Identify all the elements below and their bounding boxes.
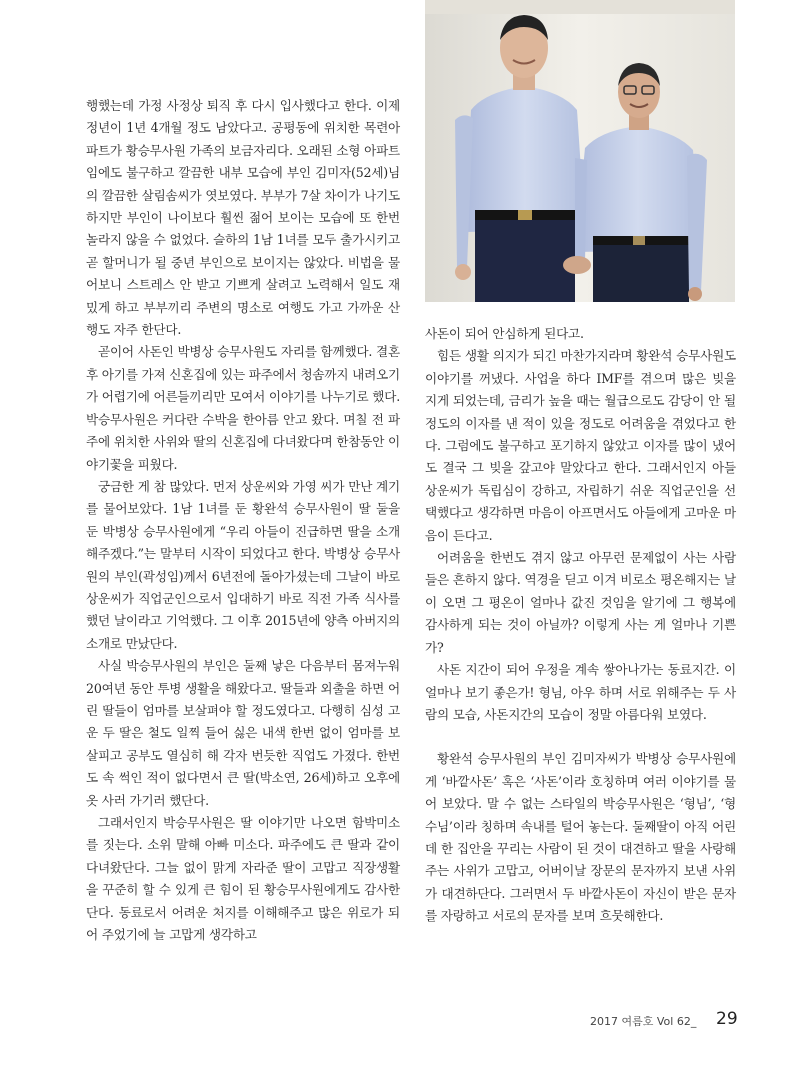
- page-number: 29: [716, 1009, 738, 1029]
- paragraph: 그래서인지 박승무사원은 딸 이야기만 나오면 함박미소를 짓는다. 소위 말해 아빠 미소다. 파주에도 큰 딸과 같이 다녀왔단다. 그늘 없이 맑게 자라준 딸이 고맙고 직장생활을 꾸준히 할 수 있게 큰 힘이 된 황승무사원에게도 감사한단다. 동료로서 어려운 처지를 이해해주고 많은 위로가 되어 주었기에 늘 고맙게 생각하고: [86, 815, 400, 943]
- two-men-photo-icon: [425, 0, 735, 302]
- paragraph: 궁금한 게 참 많았다. 먼저 상운씨와 가영 씨가 만난 계기를 물어보았다. 1남 1녀를 둔 황완석 승무사원이 딸 둘을 둔 박병상 승무사원에게 “우리 아들이 진급하면 딸을 소개해주겠다.”는 말부터 시작이 되었다고 한다. 박병상 승무사원의 부인(곽성임)께서 6년전에 돌아가셨는데 그날이 바로 상운씨가 직업군인으로서 입대하기 바로 직전 가족 식사를 했던 날이라고 기억했다. 그 이후 2015년에 양측 아버지의 소개로 만났단다.: [86, 478, 400, 651]
- paragraph: 사돈이 되어 안심하게 된다고.: [425, 326, 584, 341]
- paragraph: 힘든 생활 의지가 되긴 마찬가지라며 황완석 승무사원도 이야기를 꺼냈다. 사업을 하다 IMF를 겪으며 많은 빚을 지게 되었는데, 금리가 높을 때는 월급으로도 감당이 안 될 정도의 이자를 낸 적이 있을 정도로 어려움을 겪었다고 한다. 그럼에도 불구하고 포기하지 않았고 이자를 많이 냈어도 결국 그 빚을 갚고야 말았다고 한다. 그래서인지 아들 상운씨가 독립심이 강하고, 자립하기 쉬운 직업군인을 선택했다고 생각하면 마음이 아프면서도 아들에게 고마운 마음이 든다고.: [425, 348, 736, 543]
- paragraph: 황완석 승무사원의 부인 김미자씨가 박병상 승무사원에게 ‘바깥사돈’ 혹은 ‘사돈’이라 호칭하며 여러 이야기를 물어 보았다. 말 수 없는 스타일의 박승무사원은 ‘형님’, ‘형수님’이라 칭하며 속내를 털어 놓는다. 둘째딸이 아직 어린데 한 집안을 꾸리는 사람이 된 것이 대견하고 딸을 사랑해주는 사위가 고맙고, 어버이날 장문의 문자까지 보낸 사위가 대견하단다. 그러면서 두 바깥사돈이 자신이 받은 문자를 자랑하고 서로의 문자를 보며 흐뭇해한다.: [425, 751, 736, 924]
- paragraph: 어려움을 한번도 겪지 않고 아무런 문제없이 사는 사람들은 흔하지 않다. 역경을 딛고 이겨 비로소 평온해지는 날이 오면 그 평온이 얼마나 값진 것임을 알기에 그 행복에 감사하게 되는 것이 아닐까? 이렇게 사는 게 얼마나 기쁜가?: [425, 550, 736, 655]
- issue-label: 2017 여름호 Vol 62_: [590, 1015, 697, 1028]
- paragraph: 곧이어 사돈인 박병상 승무사원도 자리를 함께했다. 결혼 후 아기를 가져 신혼집에 있는 파주에서 청솜까지 내려오기가 어렵기에 어른들끼리만 모여서 이야기를 나누기로 했다. 박승무사원은 커다란 수박을 한아름 안고 왔다. 며칠 전 파주에 위치한 사위와 딸의 신혼집에 다녀왔다며 한참동안 이야기꽃을 피웠다.: [86, 344, 400, 472]
- portrait-photo: [425, 0, 735, 302]
- paragraph: 사돈 지간이 되어 우정을 계속 쌓아나가는 동료지간. 이 얼마나 보기 좋은가! 형님, 아우 하며 서로 위해주는 두 사람의 모습, 사돈지간의 모습이 정말 아름다워 보였다.: [425, 662, 736, 722]
- right-article-column: [425, 323, 736, 928]
- left-article-column: [86, 95, 400, 946]
- paragraph: 행했는데 가정 사정상 퇴직 후 다시 입사했다고 한다. 이제 정년이 1년 4개월 정도 남았다고. 공평동에 위치한 목련아파트가 황승무사원 가족의 보금자리다. 오래된 소형 아파트임에도 불구하고 깔끔한 내부 모습에 부인 김미자(52세)님의 깔끔한 살림솜씨가 엿보였다. 부부가 7살 차이가 나기도 하지만 부인이 나이보다 훨씬 젊어 보이는 모습에 또 한번 놀라지 않을 수 없었다. 슬하의 1남 1녀를 모두 출가시키고 곧 할머니가 될 중년 부인으로 보이지는 않았다. 비법을 물어보니 스트레스 안 받고 기쁘게 살려고 노력해서 일도 재밌게 하고 부부끼리 주변의 명소로 여행도 가고 가까운 산행도 자주 한단다.: [86, 98, 400, 338]
- paragraph: 사실 박승무사원의 부인은 둘째 낳은 다음부터 몸져누워 20여년 동안 투병 생활을 해왔다고. 딸들과 외출을 하면 어린 딸들이 엄마를 보살펴야 할 정도였다고. 다행히 심성 고운 두 딸은 철도 일찍 들어 싫은 내색 한번 없이 엄마를 보살피고 공부도 열심히 해 각자 번듯한 직업도 가졌다. 한번도 속 썩인 적이 없다면서 큰 딸(박소연, 26세)하고 오후에 옷 사러 가기러 했단다.: [86, 658, 400, 808]
